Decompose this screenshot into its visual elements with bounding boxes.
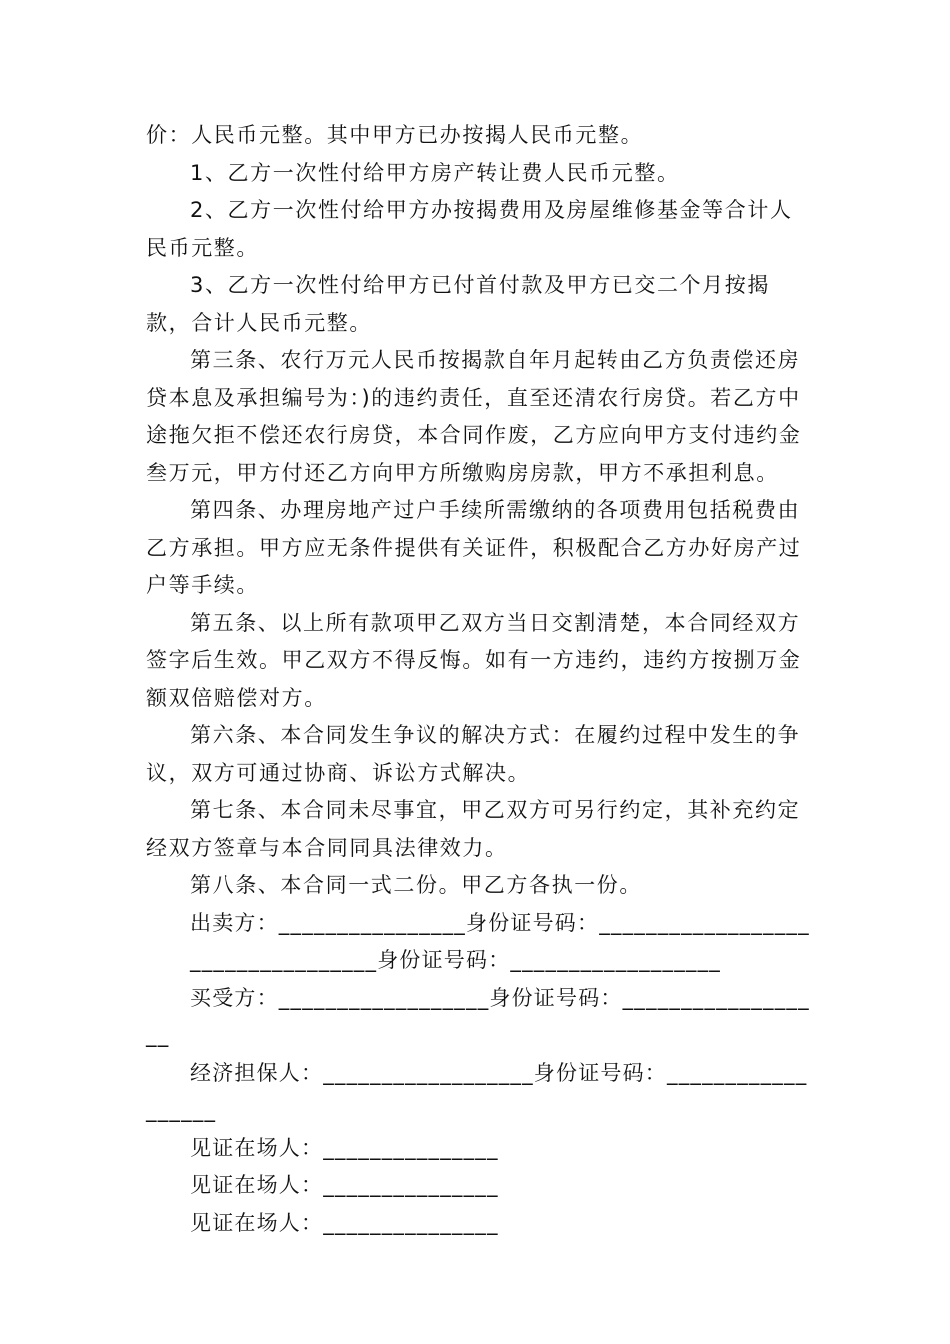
- paragraph-item-1: 1、乙方一次性付给甲方房产转让费人民币元整。: [190, 160, 680, 185]
- article-5: 第五条、以上所有款项甲乙双方当日交割清楚，本合同经双方签字后生效。甲乙双方不得反悔。如有一方违约，违约方按捌万金额双倍赔偿对方。: [146, 610, 802, 710]
- article-3: 第三条、农行万元人民币按揭款自年月起转由乙方负责偿还房贷本息及承担编号为：)的违约责任，直至还清农行房贷。若乙方中途拖欠拒不偿还农行房贷，本合同作废，乙方应向甲方支付违约金叁万元，甲方付还乙方向甲方所缴购房房款，甲方不承担利息。: [146, 348, 802, 485]
- signature-witness-1: 见证在场人：_______________: [190, 1135, 499, 1160]
- signature-guarantor: 经济担保人：__________________身份证号码：__________________: [146, 1060, 808, 1122]
- document-body: [146, 117, 810, 1242]
- signature-witness-3: 见证在场人：_______________: [190, 1210, 499, 1235]
- article-7: 第七条、本合同未尽事宜，甲乙双方可另行约定，其补充约定经双方签章与本合同同具法律效力。: [146, 798, 801, 860]
- signature-witness-2: 见证在场人：_______________: [190, 1173, 499, 1197]
- signature-buyer: 买受方：__________________身份证号码：__________________: [146, 985, 810, 1047]
- article-8: 第八条、本合同一式二份。甲乙方各执一份。: [190, 873, 642, 897]
- article-6: 第六条、本合同发生争议的解决方式：在履约过程中发生的争议，双方可通过协商、诉讼方式解决。: [146, 723, 801, 785]
- signature-seller: 出卖方：________________身份证号码：__________________: [190, 910, 810, 935]
- paragraph-price: 价：人民币元整。其中甲方已办按揭人民币元整。: [146, 123, 644, 147]
- paragraph-item-2: 2、乙方一次性付给甲方办按揭费用及房屋维修基金等合计人民币元整。: [146, 198, 793, 260]
- signature-seller-second: ________________身份证号码：__________________: [190, 948, 721, 972]
- paragraph-item-3: 3、乙方一次性付给甲方已付首付款及甲方已交二个月按揭款，合计人民币元整。: [146, 273, 770, 335]
- article-4: 第四条、办理房地产过户手续所需缴纳的各项费用包括税费由乙方承担。甲方应无条件提供有关证件，积极配合乙方办好房产过户等手续。: [146, 498, 802, 597]
